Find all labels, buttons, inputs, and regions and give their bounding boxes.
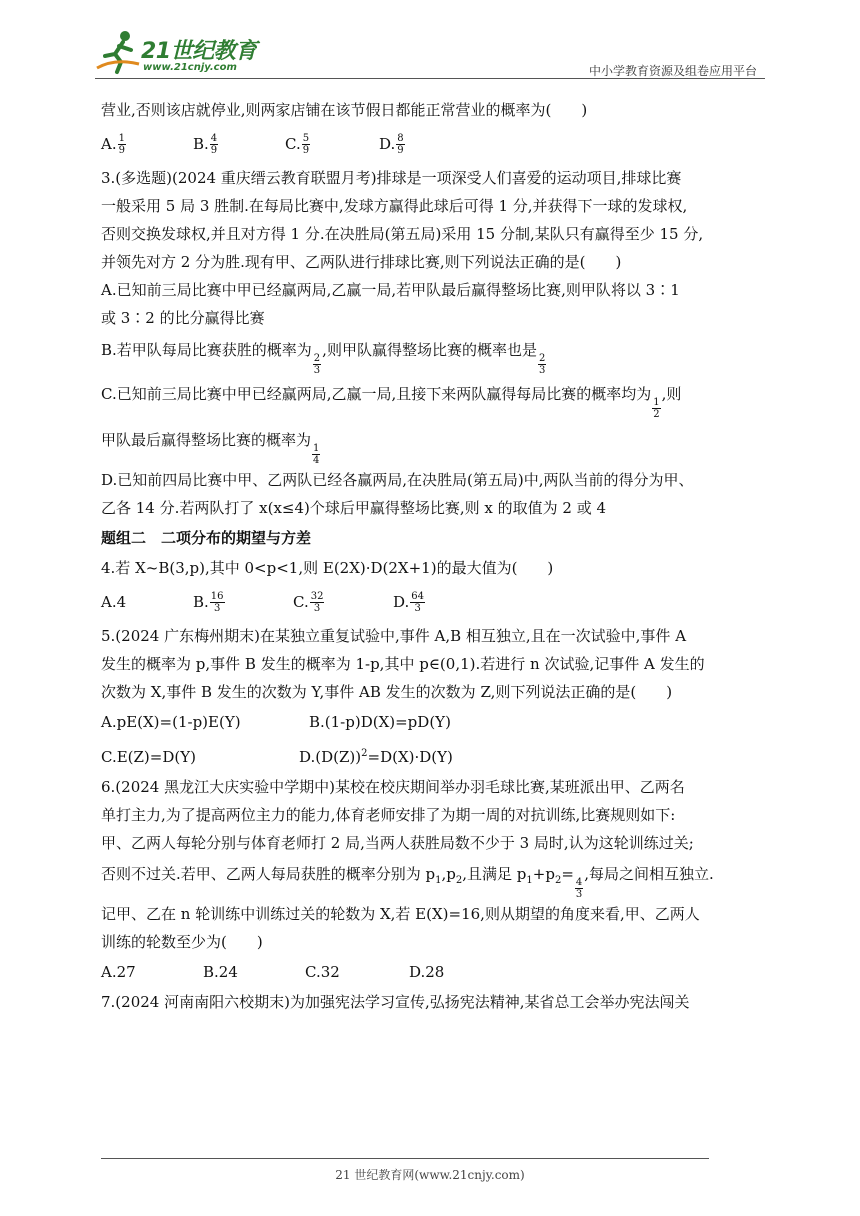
q4-option-c: C. $\frac{32}{3}$ (293, 590, 324, 614)
page-footer: 21 世纪教育网(www.21cnjy.com) (335, 1168, 525, 1182)
q3-line: 一般采用 5 局 3 胜制.在每局比赛中,发球方赢得此球后可得 1 分,并获得下一球的发球权, (101, 197, 688, 215)
q6-options (101, 956, 766, 988)
q4-options (101, 582, 766, 622)
q3-option-a-cont: 或 3∶2 的比分赢得比赛 (101, 309, 265, 327)
q3-line: 3.(多选题)(2024 重庆缙云教育联盟月考)排球是一项深受人们喜爱的运动项目,排球比赛 (101, 169, 682, 187)
q6-line: 甲、乙两人每轮分别与体育老师打 2 局,当两人获胜局数不少于 3 局时,认为这轮训练过关; (101, 834, 694, 852)
logo-title: 21世纪教育 (141, 39, 257, 64)
q2-option-c: C. $\frac{5}{9}$ (285, 132, 310, 156)
q4-option-b: B. $\frac{16}{3}$ (193, 590, 224, 614)
q3-option-d: D.已知前四局比赛中甲、乙两队已经各赢两局,在决胜局(第五局)中,两队当前的得分为甲、 (101, 471, 694, 489)
site-slogan: 中小学教育资源及组卷应用平台 (588, 64, 757, 78)
q3-option-b: B.若甲队每局比赛获胜的概率为 $\frac{2}{3}$ ,则甲队赢得整场比赛的概率也是 $\frac{2}{3}$ (101, 341, 546, 376)
header-divider (95, 78, 765, 79)
q5-option-c: C.E(Z)=D(Y) (101, 748, 196, 766)
q6-option-d: D.28 (409, 963, 445, 981)
q6-option-c: C.32 (305, 963, 340, 981)
q5-line: 发生的概率为 p,事件 B 发生的概率为 1-p,其中 p∈(0,1).若进行 n 次试验,记事件 A 发生的 (101, 655, 705, 673)
q3-option-c: C.已知前三局比赛中甲已经赢两局,乙赢一局,且接下来两队赢得每局比赛的概率均为 $\frac{1}{2}$ ,则 (101, 385, 682, 420)
q3-option-c-cont: 甲队最后赢得整场比赛的概率为 $\frac{1}{4}$ (101, 431, 320, 466)
q5-line: 5.(2024 广东梅州期末)在某独立重复试验中,事件 A,B 相互独立,且在一次试验中,事件 A (101, 627, 687, 645)
q5-line: 次数为 X,事件 B 发生的次数为 Y,事件 AB 发生的次数为 Z,则下列说法正确的是( ) (101, 683, 673, 701)
q5-options-row1 (101, 706, 766, 738)
q6-line-6: 训练的轮数至少为( ) (101, 933, 263, 951)
q7-line: 7.(2024 河南南阳六校期末)为加强宪法学习宣传,弘扬宪法精神,某省总工会举办宪法闯关 (101, 993, 690, 1011)
runner-logo-icon (95, 28, 141, 76)
q5-option-a: A.pE(X)=(1-p)E(Y) (101, 713, 241, 731)
q4-option-a: A.4 (101, 593, 127, 611)
q4-option-d: D. $\frac{64}{3}$ (393, 590, 424, 614)
q6-line-4: 否则不过关.若甲、乙两人每局获胜的概率分别为 $p_1,p_2$,且满足 $p_1+p_2=$ $\frac{4}{3}$ ,每局之间相互独立. (101, 865, 714, 900)
logo-url: www.21cnjy.com (143, 62, 237, 73)
q6-line: 单打主力,为了提高两位主力的能力,体育老师安排了为期一周的对抗训练,比赛规则如下: (101, 806, 676, 824)
q2-tail: 营业,否则该店就停业,则两家店铺在该节假日都能正常营业的概率为( ) (101, 101, 588, 119)
q6-option-b: B.24 (203, 963, 238, 981)
site-logo (95, 28, 265, 78)
group-heading: 题组二 二项分布的期望与方差 (101, 529, 312, 547)
page-header (95, 28, 765, 80)
q6-line-5: 记甲、乙在 n 轮训练中训练过关的轮数为 X,若 E(X)=16,则从期望的角度来看,甲、乙两人 (101, 905, 700, 923)
q6-option-a: A.27 (101, 963, 136, 981)
q3-line: 并领先对方 2 分为胜.现有甲、乙两队进行排球比赛,则下列说法正确的是( ) (101, 253, 622, 271)
document-body (101, 96, 766, 1016)
q2-option-a: A. $\frac{1}{9}$ (101, 132, 125, 156)
q6-line: 6.(2024 黑龙江大庆实验中学期中)某校在校庆期间举办羽毛球比赛,某班派出甲、乙两名 (101, 778, 685, 796)
q2-option-d: D. $\frac{8}{9}$ (379, 132, 404, 156)
q2-option-b: B. $\frac{4}{9}$ (193, 132, 218, 156)
q5-option-b: B.(1-p)D(X)=pD(Y) (309, 713, 451, 731)
q5-options-row2 (101, 738, 766, 773)
footer-divider (101, 1158, 709, 1159)
q5-option-d: $D.(D(Z))^2=D(X)\cdot D(Y)$ (299, 748, 453, 766)
q3-option-d-cont: 乙各 14 分.若两队打了 x(x≤4)个球后甲赢得整场比赛,则 x 的取值为 2 或 4 (101, 499, 607, 517)
q4-stem: 4.若 X~B(3,p),其中 0<p<1,则 E(2X)·D(2X+1)的最大值为( ) (101, 559, 554, 577)
q3-line: 否则交换发球权,并且对方得 1 分.在决胜局(第五局)采用 15 分制,某队只有赢得至少 15 分, (101, 225, 704, 243)
q2-options (101, 124, 766, 164)
q3-option-a: A.已知前三局比赛中甲已经赢两局,乙赢一局,若甲队最后赢得整场比赛,则甲队将以 3∶1 (101, 281, 680, 299)
